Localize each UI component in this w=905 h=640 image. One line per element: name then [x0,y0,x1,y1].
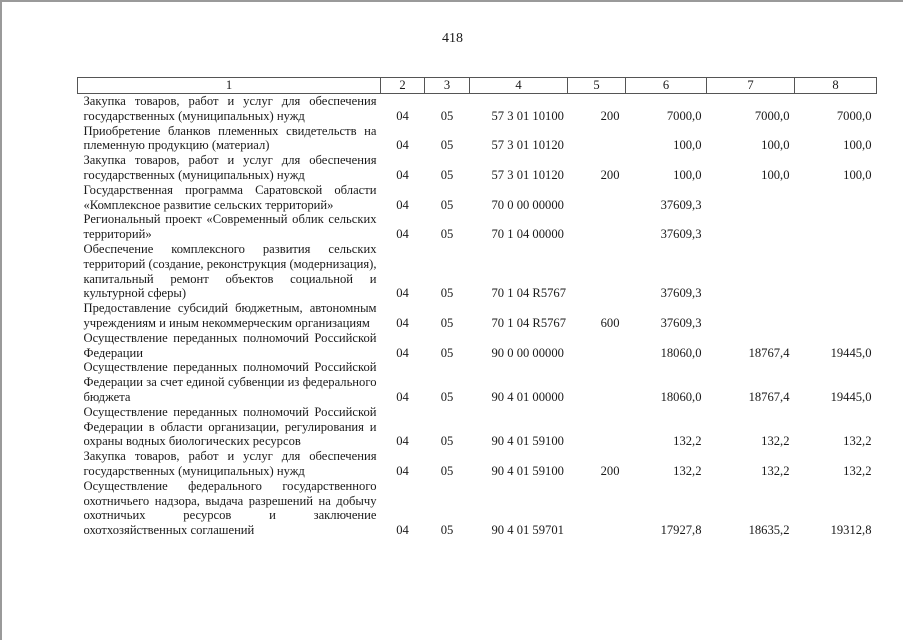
header-col-6: 6 [626,78,707,94]
cell-expense-type: 600 [600,315,620,330]
cell-name: Закупка товаров, работ и услуг для обеспечения государственных (муниципальных) нужд [83,94,377,123]
cell-expense-type [568,124,626,154]
cell-amount-year-2: 18635,2 [748,523,790,538]
cell-name: Закупка товаров, работ и услуг для обеспечения государственных (муниципальных) нужд [83,449,377,478]
cell-amount-year-1: 18060,0 [660,389,702,404]
cell-subsection: 05 [440,315,454,330]
table-row [78,153,877,183]
cell-amount-year-1: 18060,0 [660,345,702,360]
cell-section: 04 [396,389,409,404]
cell-name: Приобретение бланков племенных свидетельств на племенную продукцию (материал) [83,123,377,153]
table-row [78,479,877,538]
cell-name: Закупка товаров, работ и услуг для обеспечения государственных (муниципальных) нужд [83,153,377,182]
cell-target-article: 70 0 00 00000 [491,197,564,212]
table-row [78,94,877,124]
cell-amount-year-1: 100,0 [673,138,702,153]
cell-amount-year-1: 100,0 [673,167,702,182]
cell-target-article: 70 1 04 R5767 [491,286,567,301]
cell-section: 04 [396,315,409,330]
cell-amount-year-1: 37609,3 [660,286,702,301]
header-col-8: 8 [795,78,877,94]
cell-section: 04 [396,523,409,538]
cell-target-article: 90 4 01 00000 [491,389,564,404]
cell-name: Осуществление переданных полномочий Российской Федерации за счет единой субвенции из федерального бюджета [83,360,377,404]
cell-subsection: 05 [440,463,454,478]
cell-amount-year-2: 18767,4 [748,345,790,360]
cell-subsection: 05 [440,286,454,301]
table-row [78,360,877,404]
cell-amount-year-2 [707,183,795,213]
budget-table [77,77,877,538]
cell-amount-year-2: 18767,4 [748,389,790,404]
cell-amount-year-3 [795,242,877,301]
cell-name: Осуществление переданных полномочий Российской Федерации [83,330,377,360]
cell-expense-type [568,360,626,404]
cell-section: 04 [396,167,409,182]
cell-amount-year-2 [707,242,795,301]
table-row [78,242,877,301]
cell-section: 04 [396,138,409,153]
cell-name: Обеспечение комплексного развития сельских территорий (создание, реконструкция (модернизация), капитальный ремонт объектов социальной и культурной сферы) [83,241,377,301]
cell-subsection: 05 [440,345,454,360]
header-col-3: 3 [425,78,470,94]
cell-target-article: 57 3 01 10120 [491,138,564,153]
header-col-5: 5 [568,78,626,94]
cell-section: 04 [396,286,409,301]
table-row [78,212,877,242]
cell-expense-type: 200 [600,167,620,182]
cell-amount-year-3: 19445,0 [830,389,872,404]
header-col-1: 1 [78,78,381,94]
table-row [78,124,877,154]
header-col-2: 2 [381,78,425,94]
cell-section: 04 [396,345,409,360]
cell-amount-year-1: 7000,0 [666,108,702,123]
table-row [78,331,877,361]
cell-section: 04 [396,108,409,123]
cell-amount-year-2: 100,0 [761,167,790,182]
table-row [78,301,877,331]
cell-amount-year-2: 132,2 [761,434,790,449]
cell-amount-year-3: 19445,0 [830,345,872,360]
cell-expense-type [568,242,626,301]
header-row [78,78,877,94]
cell-section: 04 [396,197,409,212]
cell-expense-type: 200 [600,108,620,123]
cell-expense-type [568,479,626,538]
header-col-4: 4 [470,78,568,94]
cell-amount-year-3: 7000,0 [836,108,872,123]
cell-expense-type [568,183,626,213]
page-number: 418 [442,31,463,46]
cell-amount-year-2 [707,212,795,242]
table-row [78,183,877,213]
cell-section: 04 [396,463,409,478]
cell-name: Региональный проект «Современный облик сельских территорий» [83,212,377,242]
cell-amount-year-1: 37609,3 [660,197,702,212]
cell-amount-year-3: 19312,8 [830,523,872,538]
cell-amount-year-3 [795,212,877,242]
cell-subsection: 05 [440,138,454,153]
cell-expense-type [568,405,626,449]
cell-subsection: 05 [440,434,454,449]
cell-name: Осуществление переданных полномочий Российской Федерации в области организации, регулирования и охраны водных биологических ресурсов [83,404,377,449]
cell-expense-type [568,331,626,361]
cell-expense-type: 200 [600,463,620,478]
cell-target-article: 70 1 04 R5767 [491,315,567,330]
cell-amount-year-1: 132,2 [673,434,702,449]
cell-section: 04 [396,434,409,449]
cell-amount-year-2: 7000,0 [754,108,790,123]
cell-section: 04 [396,227,409,242]
cell-subsection: 05 [440,523,454,538]
cell-name: Государственная программа Саратовской области «Комплексное развитие сельских территорий» [83,182,377,212]
cell-amount-year-1: 37609,3 [660,227,702,242]
cell-amount-year-2: 100,0 [761,138,790,153]
cell-target-article: 90 4 01 59100 [491,434,564,449]
header-col-7: 7 [707,78,795,94]
table-row [78,449,877,479]
cell-target-article: 70 1 04 00000 [491,227,564,242]
cell-target-article: 57 3 01 10100 [491,108,564,123]
cell-amount-year-3: 132,2 [843,434,872,449]
cell-amount-year-1: 37609,3 [660,315,702,330]
cell-amount-year-3: 132,2 [843,463,872,478]
cell-name: Предоставление субсидий бюджетным, автономным учреждениям и иным некоммерческим организациям [83,301,377,330]
table-header [78,78,877,94]
cell-subsection: 05 [440,108,454,123]
cell-subsection: 05 [440,227,454,242]
cell-subsection: 05 [440,197,454,212]
table-body [78,94,877,538]
cell-expense-type [568,212,626,242]
cell-target-article: 90 4 01 59100 [491,463,564,478]
table-row [78,405,877,449]
cell-target-article: 57 3 01 10120 [491,167,564,182]
cell-amount-year-3 [795,301,877,331]
cell-amount-year-3 [795,183,877,213]
cell-name: Осуществление федерального государственного охотничьего надзора, выдача разрешений на добычу охотничьих ресурсов и заключение охотхозяйственных соглашений [83,478,377,538]
cell-amount-year-1: 132,2 [673,463,702,478]
cell-amount-year-2: 132,2 [761,463,790,478]
cell-amount-year-3: 100,0 [843,138,872,153]
cell-amount-year-1: 17927,8 [660,523,702,538]
cell-amount-year-2 [707,301,795,331]
cell-target-article: 90 4 01 59701 [491,523,564,538]
cell-subsection: 05 [440,389,454,404]
cell-amount-year-3: 100,0 [843,167,872,182]
cell-subsection: 05 [440,167,454,182]
cell-target-article: 90 0 00 00000 [491,345,564,360]
